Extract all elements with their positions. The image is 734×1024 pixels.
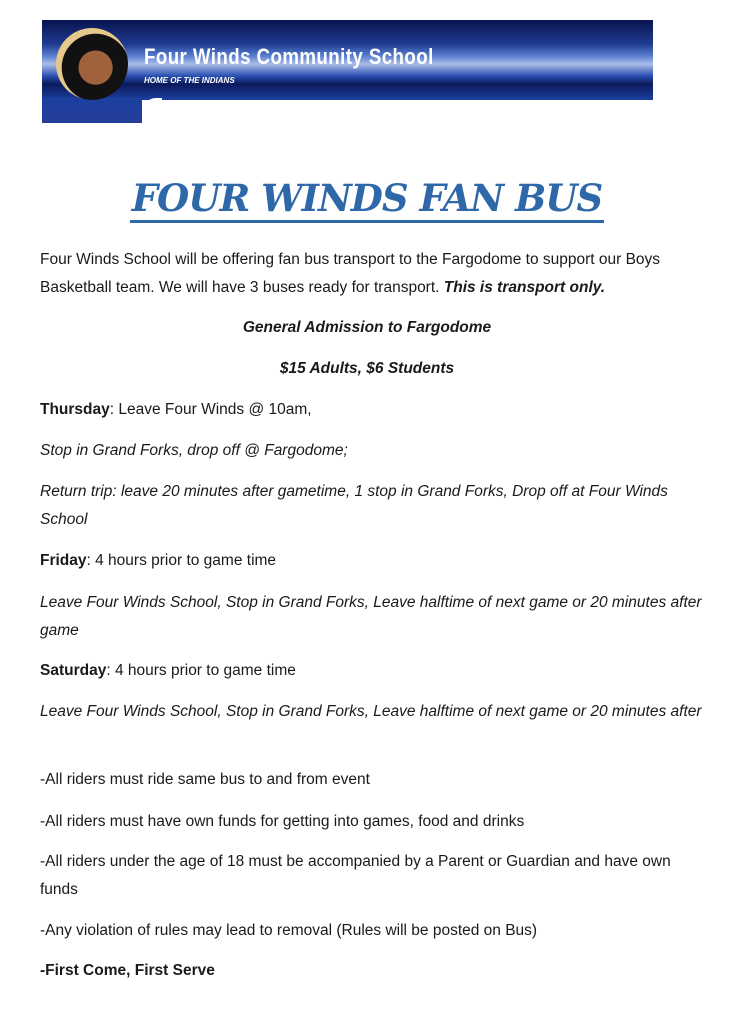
page-title-wrap [0,176,734,220]
schedule-line-text: Leave Four Winds School, Stop in Grand Forks, Leave halftime of next game or 20 minutes after game [40,594,702,639]
schedule-thursday [40,396,705,424]
day-label: Saturday [40,662,107,679]
day-detail: : 4 hours prior to game time [106,662,296,679]
admission-text: General Admission to Fargodome [242,319,492,336]
prices-line [0,355,734,383]
banner-tab [42,98,142,123]
intro-text: Four Winds School will be offering fan bus transport to the Fargodome to support our Boys Basketball team. We will have 3 buses ready for transport. [40,251,661,296]
banner-tagline: HOME OF THE INDIANS [144,76,235,85]
banner-curve [142,98,162,123]
schedule-line-text: Stop in Grand Forks, drop off @ Fargodome; [40,442,348,459]
day-detail: : Leave Four Winds @ 10am, [109,401,312,418]
schedule-saturday [40,657,705,685]
schedule-friday [40,547,705,575]
rule-item: -All riders must have own funds for getting into games, food and drinks [40,813,525,830]
schedule-line [40,698,705,726]
closing-text: -First Come, First Serve [40,962,215,979]
closing-line [40,957,705,985]
page-title: FOUR WINDS FAN BUS [130,176,605,223]
banner-school-name: Four Winds Community School [144,44,434,69]
rule-item: -All riders under the age of 18 must be accompanied by a Parent or Guardian and have own funds [40,853,671,898]
day-label: Thursday [40,401,110,418]
prices-text: $15 Adults, $6 Students [279,360,455,377]
intro-paragraph [40,246,705,302]
day-detail: : 4 hours prior to game time [86,552,277,569]
schedule-line [40,478,705,534]
school-banner [42,20,653,123]
day-label: Friday [40,552,87,569]
school-logo-icon [56,28,128,100]
rule-item: -Any violation of rules may lead to removal (Rules will be posted on Bus) [40,922,538,939]
schedule-line-text: Return trip: leave 20 minutes after gametime, 1 stop in Grand Forks, Drop off at Four Winds School [40,483,668,528]
schedule-line-text: Leave Four Winds School, Stop in Grand Forks, Leave halftime of next game or 20 minutes after [40,703,702,720]
admission-line [0,314,734,342]
rule-item: -All riders must ride same bus to and from event [40,771,370,788]
intro-emphasis: This is transport only. [443,279,606,296]
schedule-line [40,437,705,465]
schedule-line [40,589,705,645]
